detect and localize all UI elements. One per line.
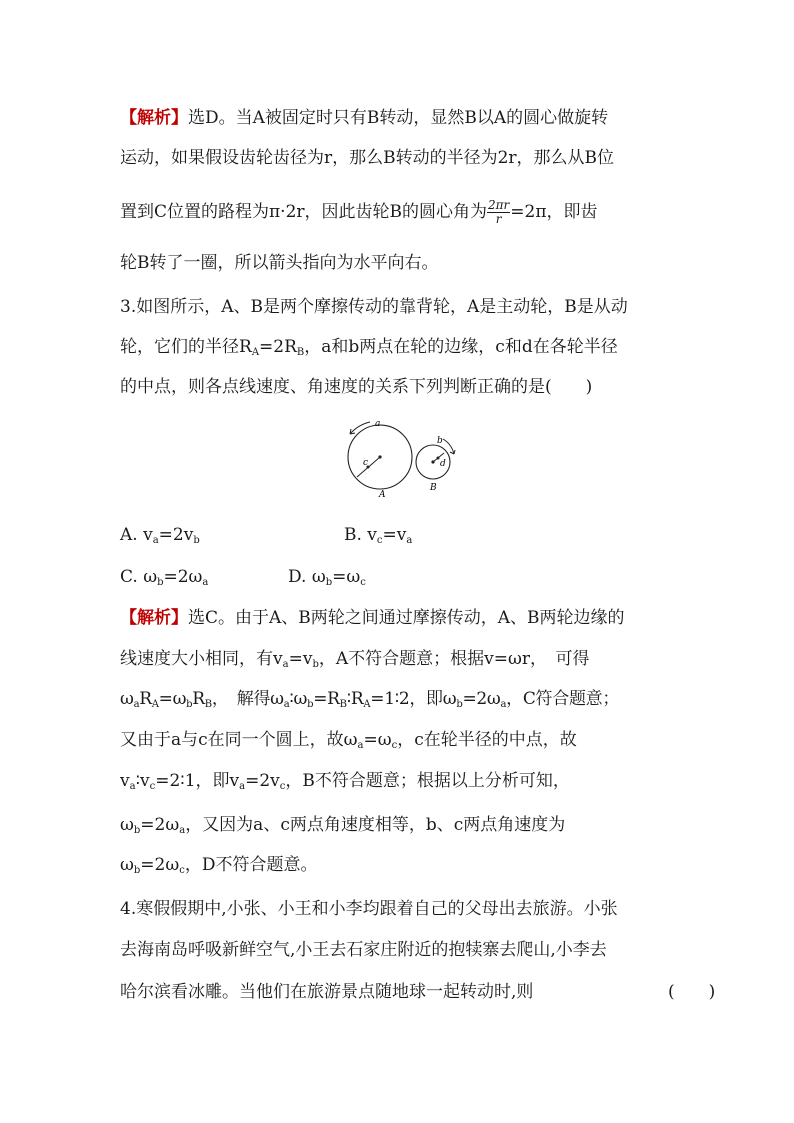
t: =v <box>288 649 313 669</box>
q3-stem-line-2 <box>120 336 618 364</box>
analysis-label: 【解析】 <box>120 608 188 628</box>
sub: b <box>312 659 319 670</box>
label-B: B <box>430 483 437 493</box>
t: =2ω <box>140 855 180 875</box>
t: =ω <box>332 567 361 587</box>
fraction <box>487 199 510 226</box>
t: ∶R <box>346 689 364 709</box>
t: =ω <box>158 689 187 709</box>
t: R <box>192 689 205 709</box>
label-d: d <box>440 459 446 469</box>
t: =2∶1，即v <box>155 771 240 791</box>
t: ，B不符合题意；根据以上分析可知， <box>285 771 570 791</box>
q3-stem-line-1: 3.如图所示，A、B是两个摩擦传动的靠背轮，A是主动轮，B是从动 <box>120 297 628 317</box>
t: ，A不符合题意；根据v=ωr， 可得 <box>318 649 590 669</box>
t: 选C。由于A、B两轮之间通过摩擦传动，A、B两轮边缘的 <box>188 608 625 628</box>
sub: B <box>339 699 347 710</box>
t: ∶ω <box>289 689 308 709</box>
t: =1∶2，即ω <box>370 689 457 709</box>
sub: c <box>376 535 383 546</box>
sub: c <box>391 740 398 751</box>
t: D. ω <box>288 567 326 587</box>
sub: c <box>279 781 286 792</box>
t: ω <box>120 689 134 709</box>
sub: b <box>456 699 463 710</box>
t: ∶v <box>135 771 150 791</box>
t: ω <box>120 855 134 875</box>
sub: a <box>500 699 507 710</box>
q2-analysis-line-2: 运动，如果假设齿轮齿径为r，那么B转动的半径为2r，那么从B位 <box>120 148 615 168</box>
sub: B <box>204 699 212 710</box>
t: =v <box>382 525 407 545</box>
rotation-arrow-b <box>443 439 454 454</box>
q4-stem-line-1: 4.寒假假期中,小张、小王和小李均跟着自己的父母出去旅游。小张 <box>120 899 618 919</box>
analysis-label: 【解析】 <box>120 108 188 128</box>
t: A. v <box>120 525 153 545</box>
q4-answer-blank[interactable]: ( ) <box>668 982 716 1002</box>
sub: b <box>193 535 200 546</box>
sub: a <box>129 781 136 792</box>
t: ，C符合题意； <box>506 689 620 709</box>
sub: a <box>406 535 413 546</box>
q3-analysis-line-3 <box>120 688 619 716</box>
t: =R <box>313 689 340 709</box>
t: =2v <box>158 525 194 545</box>
q3-analysis-line-7 <box>120 854 317 882</box>
t: =2ω <box>163 567 203 587</box>
t: =2ω <box>462 689 501 709</box>
q3-analysis-line-4 <box>120 729 577 757</box>
option-d[interactable] <box>288 566 366 594</box>
t: =ω <box>363 730 392 750</box>
sub: a <box>133 699 140 710</box>
t: ，a和b两点在轮的边缘，c和d在各轮半径 <box>304 337 618 357</box>
t: ，D不符合题意。 <box>184 855 318 875</box>
sub: b <box>133 825 141 836</box>
label-c: c <box>363 458 369 468</box>
fraction-numerator: 2πr <box>488 198 510 212</box>
sub: b <box>325 577 333 588</box>
sub: c <box>179 865 185 876</box>
sub: c <box>149 781 156 792</box>
t: 又由于a与c在同一个圆上，故ω <box>120 730 358 750</box>
sub: A <box>151 699 159 710</box>
friction-wheels-figure <box>330 414 470 504</box>
q4-stem-line-3: 哈尔滨看冰雕。当他们在旅游景点随地球一起转动时,则 <box>120 982 534 1002</box>
t: ， 解得ω <box>211 689 284 709</box>
sub: a <box>283 699 290 710</box>
sub: B <box>296 347 305 358</box>
sub: a <box>282 659 289 670</box>
option-c[interactable] <box>120 566 208 594</box>
t: =2ω <box>140 815 180 835</box>
t: 轮，它们的半径R <box>120 337 252 357</box>
q3-stem-line-3: 的中点，则各点线速度、角速度的关系下列判断正确的是( ) <box>120 377 593 397</box>
q2-analysis-line-4: 轮B转了一圈，所以箭头指向为水平向右。 <box>120 253 439 273</box>
sub: A <box>251 347 260 358</box>
sub: a <box>202 577 209 588</box>
q2-text: 选D。当A被固定时只有B转动，显然B以A的圆心做旋转 <box>188 108 609 128</box>
q3-analysis-line-6 <box>120 814 565 842</box>
sub: A <box>363 699 371 710</box>
fraction-denominator: r <box>495 212 502 226</box>
sub: b <box>157 577 164 588</box>
t: ，c在轮半径的中点，故 <box>397 730 577 750</box>
t: ω <box>120 815 134 835</box>
t: C. ω <box>120 567 158 587</box>
sub: a <box>179 825 186 836</box>
q3-analysis-line-5 <box>120 770 570 798</box>
option-a[interactable] <box>120 524 200 552</box>
sub: a <box>152 535 159 546</box>
label-A: A <box>379 490 386 500</box>
t: v <box>120 771 130 791</box>
t: =2R <box>259 337 297 357</box>
sub: b <box>186 699 193 710</box>
t: ，又因为a、c两点角速度相等，b、c两点角速度为 <box>185 815 566 835</box>
option-b[interactable] <box>344 524 412 552</box>
q3-analysis-line-2 <box>120 648 589 676</box>
q2-text: =2π，即齿 <box>510 202 598 222</box>
sub: b <box>307 699 314 710</box>
t: R <box>139 689 152 709</box>
sub: b <box>133 865 141 876</box>
label-a: a <box>375 419 381 429</box>
q4-stem-line-2: 去海南岛呼吸新鲜空气,小王去石家庄附近的抱犊寨去爬山,小李去 <box>120 940 607 960</box>
sub: a <box>239 781 246 792</box>
sub: a <box>357 740 364 751</box>
t: =2v <box>245 771 280 791</box>
q2-text: 置到C位置的路程为π·2r，因此齿轮B的圆心角为 <box>120 202 488 222</box>
label-b: b <box>437 436 443 446</box>
q2-analysis-line-1 <box>120 107 608 129</box>
q2-analysis-line-3 <box>120 199 598 226</box>
t: B. v <box>344 525 377 545</box>
q3-analysis-line-1 <box>120 607 625 629</box>
sub: c <box>360 577 366 588</box>
t: 线速度大小相同，有v <box>120 649 283 669</box>
